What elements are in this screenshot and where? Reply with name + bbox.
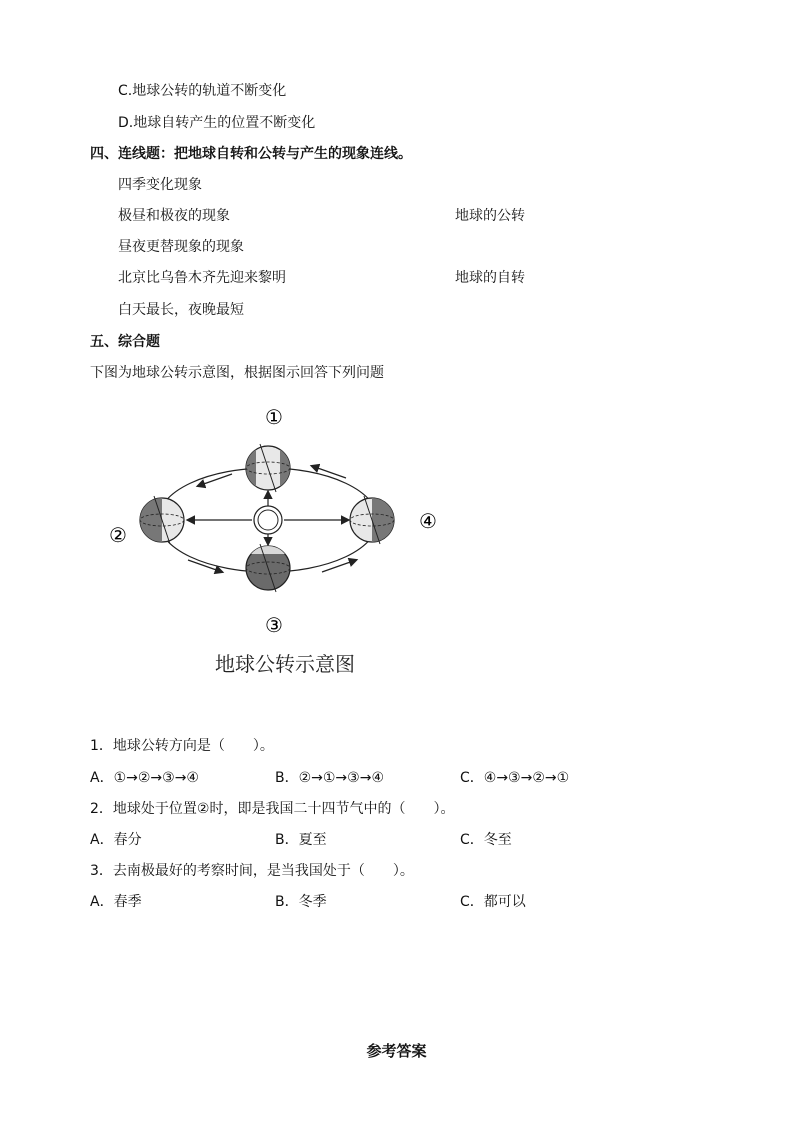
question-2: 2．地球处于位置②时，即是我国二十四节气中的（ ）。 xyxy=(90,801,455,817)
orbit-arrow xyxy=(198,474,232,486)
question-3-option-a: A．春季 xyxy=(90,894,142,910)
question-3: 3．去南极最好的考察时间，是当我国处于（ ）。 xyxy=(90,863,414,879)
question-3-option-b: B．冬季 xyxy=(275,894,327,910)
label-1: ① xyxy=(265,405,283,429)
question-2-option-a: A．春分 xyxy=(90,832,142,848)
earth-position-4 xyxy=(350,496,394,544)
answer-key-heading: 参考答案 xyxy=(366,1042,427,1060)
phenomenon-item: 北京比乌鲁木齐先迎来黎明 xyxy=(118,270,286,286)
label-4: ④ xyxy=(419,509,437,533)
label-3: ③ xyxy=(265,613,283,637)
section-5-intro: 下图为地球公转示意图，根据图示回答下列问题 xyxy=(90,365,384,381)
question-2-option-c: C．冬至 xyxy=(460,832,512,848)
question-1-option-a: A．①→②→③→④ xyxy=(90,770,199,786)
sun-icon xyxy=(254,506,282,534)
question-2-option-b: B．夏至 xyxy=(275,832,327,848)
earth-position-3 xyxy=(246,544,290,592)
section-4-title: 四、连线题：把地球自转和公转与产生的现象连线。 xyxy=(90,146,412,162)
question-1-option-b: B．②→①→③→④ xyxy=(275,770,384,786)
section-5-title: 五、综合题 xyxy=(90,334,160,350)
earth-position-1 xyxy=(246,444,292,492)
label-2: ② xyxy=(109,523,127,547)
earth-revolution-diagram xyxy=(100,400,450,640)
option-d: D.地球自转产生的位置不断变化 xyxy=(118,115,316,131)
cause-item: 地球的自转 xyxy=(455,270,525,286)
phenomenon-item: 极昼和极夜的现象 xyxy=(118,208,230,224)
orbit-arrow xyxy=(322,560,356,572)
question-1-option-c: C．④→③→②→① xyxy=(460,770,570,786)
phenomenon-item: 白天最长，夜晚最短 xyxy=(118,302,244,318)
phenomenon-item: 四季变化现象 xyxy=(118,177,202,193)
question-1: 1．地球公转方向是（ ）。 xyxy=(90,738,274,754)
diagram-caption: 地球公转示意图 xyxy=(215,652,355,676)
option-c: C.地球公转的轨道不断变化 xyxy=(118,83,287,99)
phenomenon-item: 昼夜更替现象的现象 xyxy=(118,239,244,255)
cause-item: 地球的公转 xyxy=(455,208,525,224)
question-3-option-c: C．都可以 xyxy=(460,894,526,910)
earth-position-2 xyxy=(140,496,184,544)
